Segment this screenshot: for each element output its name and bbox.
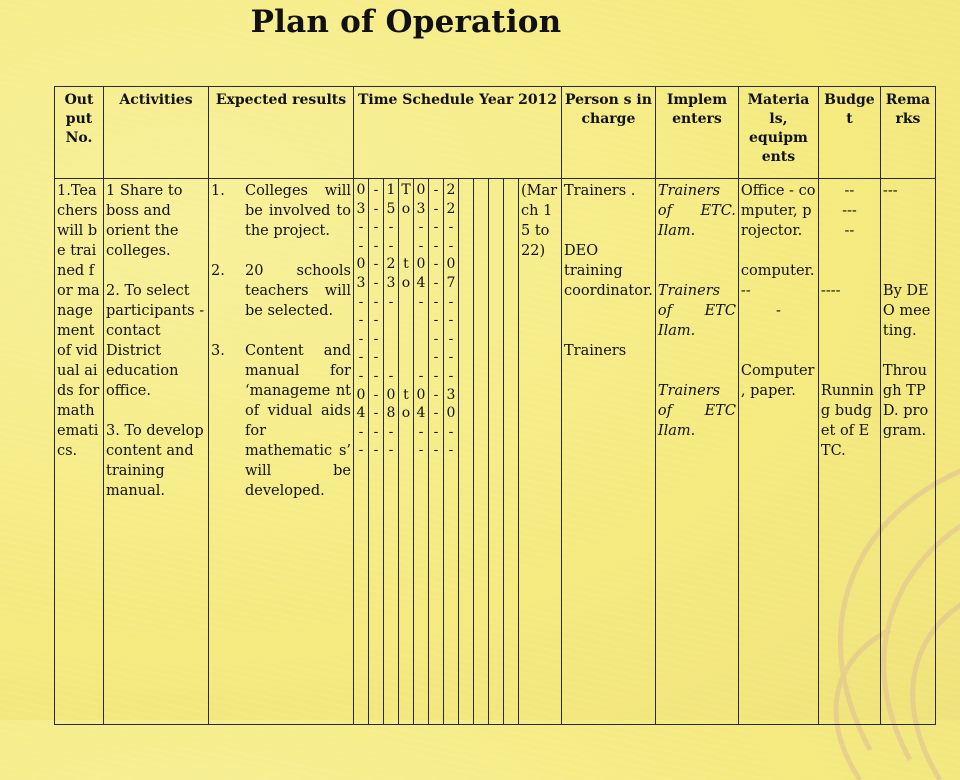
result-3: 3. Content and manual for ‘manageme nt of vidual aids for mathematic s’ will be developed. bbox=[211, 343, 351, 499]
schedule-char: - bbox=[373, 349, 379, 366]
header-budget: Budge t bbox=[818, 87, 880, 179]
schedule-char: 3 bbox=[356, 200, 366, 217]
output-cell: 1.Teachers will be trained for manage ment of vidual aids for mathematics. bbox=[55, 179, 104, 725]
schedule-char: 3 bbox=[416, 200, 426, 217]
material-4: Computer , paper. bbox=[740, 363, 815, 399]
material-1: Office - computer, projector. bbox=[740, 183, 816, 239]
person-2: DEO training coordinator. bbox=[564, 243, 653, 299]
schedule-char: - bbox=[448, 219, 454, 236]
remark-1: --- bbox=[882, 183, 898, 199]
schedule-char: - bbox=[433, 312, 439, 329]
schedule-char: 0 bbox=[356, 256, 366, 273]
schedule-char bbox=[384, 330, 398, 349]
schedule-char: - bbox=[433, 349, 439, 366]
schedule-char: - bbox=[418, 293, 424, 310]
results-cell bbox=[209, 179, 354, 725]
schedule-col-7 bbox=[444, 179, 459, 725]
schedule-char: - bbox=[373, 182, 379, 198]
schedule-char: - bbox=[418, 367, 424, 384]
schedule-char: 2 bbox=[446, 200, 456, 217]
schedule-char: - bbox=[373, 423, 379, 440]
schedule-col-5 bbox=[414, 179, 429, 725]
schedule-char: - bbox=[373, 405, 379, 422]
schedule-char bbox=[399, 293, 413, 312]
remark-2: By DEO meeting. bbox=[882, 283, 931, 339]
schedule-char: t bbox=[403, 386, 409, 403]
schedule-char: - bbox=[448, 237, 454, 254]
header-expected-results: Expected results bbox=[209, 87, 354, 179]
schedule-char: - bbox=[433, 423, 439, 440]
schedule-char: - bbox=[448, 442, 454, 459]
plan-table bbox=[54, 86, 936, 725]
header-activities: Activities bbox=[104, 87, 209, 179]
schedule-char: - bbox=[358, 367, 364, 384]
schedule-char: T bbox=[401, 182, 411, 198]
schedule-char: - bbox=[448, 367, 454, 384]
schedule-char: 4 bbox=[356, 405, 366, 422]
budget-1: -- bbox=[844, 183, 855, 199]
schedule-char: - bbox=[358, 442, 364, 459]
header-remarks: Rema rks bbox=[880, 87, 935, 179]
schedule-char: 4 bbox=[416, 274, 426, 291]
activity-1: 1 Share to boss and orient the colleges. bbox=[106, 183, 183, 259]
schedule-char: 2 bbox=[446, 182, 456, 198]
schedule-char: - bbox=[388, 293, 394, 310]
schedule-col-3 bbox=[384, 179, 399, 725]
schedule-char bbox=[399, 218, 413, 237]
implementers-cell bbox=[655, 179, 738, 725]
header-row bbox=[55, 87, 936, 179]
schedule-char: - bbox=[373, 330, 379, 347]
schedule-col-2 bbox=[369, 179, 384, 725]
schedule-char bbox=[414, 348, 428, 367]
schedule-char bbox=[399, 423, 413, 442]
schedule-col-1 bbox=[354, 179, 369, 725]
remarks-cell bbox=[880, 179, 935, 725]
schedule-char: - bbox=[373, 256, 379, 273]
schedule-char: 7 bbox=[446, 274, 456, 291]
person-3: Trainers bbox=[564, 343, 627, 359]
budget-5: Running budget of ETC. bbox=[820, 383, 874, 459]
schedule-char bbox=[384, 348, 398, 367]
material-3: - bbox=[775, 303, 781, 319]
schedule-char: t bbox=[403, 256, 409, 273]
result-2: 2. 20 schools teachers will be selected. bbox=[211, 263, 351, 319]
page-title: Plan of Operation bbox=[250, 4, 562, 40]
header-time-schedule: Time Schedule Year 2012 bbox=[354, 87, 562, 179]
material-2: computer.-- bbox=[740, 263, 815, 299]
person-1: Trainers . bbox=[564, 183, 636, 199]
schedule-char: - bbox=[373, 312, 379, 329]
schedule-char: 1 bbox=[386, 182, 396, 198]
header-persons-in-charge: Person s in charge bbox=[562, 87, 656, 179]
budget-4: ---- bbox=[820, 283, 841, 299]
schedule-col-11 bbox=[504, 179, 519, 725]
budget-cell bbox=[818, 179, 880, 725]
schedule-char bbox=[384, 311, 398, 330]
schedule-char: - bbox=[373, 367, 379, 384]
schedule-char: - bbox=[418, 219, 424, 236]
schedule-char: - bbox=[448, 349, 454, 366]
schedule-col-10 bbox=[489, 179, 504, 725]
table-row bbox=[55, 179, 936, 725]
schedule-char: - bbox=[433, 182, 439, 198]
schedule-char: - bbox=[373, 237, 379, 254]
implementer-3: Trainers of ETC Ilam. bbox=[657, 383, 736, 439]
schedule-col-9 bbox=[474, 179, 489, 725]
header-materials: Materia ls, equipm ents bbox=[738, 87, 818, 179]
schedule-char: 4 bbox=[416, 405, 426, 422]
schedule-char: - bbox=[373, 200, 379, 217]
schedule-char: 5 bbox=[386, 200, 396, 217]
schedule-char: - bbox=[448, 293, 454, 310]
schedule-char bbox=[414, 330, 428, 349]
persons-cell bbox=[562, 179, 656, 725]
schedule-char bbox=[399, 311, 413, 330]
schedule-char: - bbox=[433, 330, 439, 347]
schedule-char: - bbox=[358, 312, 364, 329]
remark-3: Through TPD. program. bbox=[882, 363, 929, 439]
schedule-char: 3 bbox=[386, 274, 396, 291]
schedule-char bbox=[399, 237, 413, 256]
schedule-char: - bbox=[448, 330, 454, 347]
schedule-char: - bbox=[433, 405, 439, 422]
activities-cell bbox=[104, 179, 209, 725]
schedule-char: - bbox=[448, 312, 454, 329]
schedule-char: 0 bbox=[446, 405, 456, 422]
schedule-char: - bbox=[433, 274, 439, 291]
schedule-char bbox=[399, 367, 413, 386]
schedule-char bbox=[399, 441, 413, 460]
schedule-char: 3 bbox=[446, 386, 456, 403]
schedule-char: - bbox=[358, 330, 364, 347]
schedule-char: o bbox=[401, 200, 411, 217]
schedule-char: - bbox=[433, 442, 439, 459]
schedule-char: - bbox=[358, 219, 364, 236]
activity-2: 2. To select participants -contact District education office. bbox=[106, 283, 205, 399]
schedule-char: - bbox=[433, 367, 439, 384]
schedule-char: - bbox=[388, 219, 394, 236]
schedule-col-6 bbox=[429, 179, 444, 725]
schedule-char bbox=[399, 330, 413, 349]
schedule-char: - bbox=[418, 423, 424, 440]
schedule-char bbox=[399, 348, 413, 367]
schedule-char: - bbox=[373, 386, 379, 403]
schedule-note: (March 15 to 22) bbox=[519, 179, 562, 725]
schedule-char: 0 bbox=[416, 386, 426, 403]
schedule-char: - bbox=[373, 442, 379, 459]
schedule-char: - bbox=[388, 423, 394, 440]
schedule-char: 0 bbox=[356, 386, 366, 403]
schedule-char: - bbox=[448, 423, 454, 440]
schedule-char: o bbox=[401, 274, 411, 291]
schedule-char: 0 bbox=[356, 182, 366, 198]
schedule-char: - bbox=[388, 237, 394, 254]
schedule-char: 3 bbox=[356, 274, 366, 291]
budget-2: --- bbox=[842, 203, 857, 219]
schedule-char: - bbox=[433, 386, 439, 403]
schedule-char: - bbox=[373, 293, 379, 310]
schedule-char: 0 bbox=[446, 256, 456, 273]
result-1: 1. Colleges will be involved to the project. bbox=[211, 183, 351, 239]
schedule-char: - bbox=[433, 293, 439, 310]
schedule-char: - bbox=[433, 219, 439, 236]
header-implementers: Implem enters bbox=[655, 87, 738, 179]
schedule-char: - bbox=[358, 293, 364, 310]
schedule-char: - bbox=[433, 256, 439, 273]
schedule-char: 0 bbox=[416, 256, 426, 273]
schedule-col-4 bbox=[399, 179, 414, 725]
implementer-2: Trainers of ETC Ilam. bbox=[657, 283, 736, 339]
budget-3: -- bbox=[844, 223, 855, 239]
schedule-char: - bbox=[373, 274, 379, 291]
schedule-char: - bbox=[418, 237, 424, 254]
schedule-char: - bbox=[358, 237, 364, 254]
schedule-char: 2 bbox=[386, 256, 396, 273]
schedule-char: - bbox=[388, 367, 394, 384]
schedule-char: 8 bbox=[386, 405, 396, 422]
schedule-char: - bbox=[433, 200, 439, 217]
schedule-char: - bbox=[418, 442, 424, 459]
schedule-char: - bbox=[358, 423, 364, 440]
schedule-char: 0 bbox=[386, 386, 396, 403]
schedule-char: - bbox=[433, 237, 439, 254]
header-output-no: Out put No. bbox=[55, 87, 104, 179]
schedule-char: - bbox=[388, 442, 394, 459]
schedule-char: o bbox=[401, 405, 411, 422]
implementer-1: Trainers of ETC. Ilam. bbox=[657, 183, 736, 239]
schedule-col-8 bbox=[459, 179, 474, 725]
schedule-char: - bbox=[373, 219, 379, 236]
schedule-char: - bbox=[358, 349, 364, 366]
schedule-char: 0 bbox=[416, 182, 426, 198]
materials-cell bbox=[738, 179, 818, 725]
schedule-char bbox=[414, 311, 428, 330]
activity-3: 3. To develop content and training manual. bbox=[106, 423, 204, 499]
